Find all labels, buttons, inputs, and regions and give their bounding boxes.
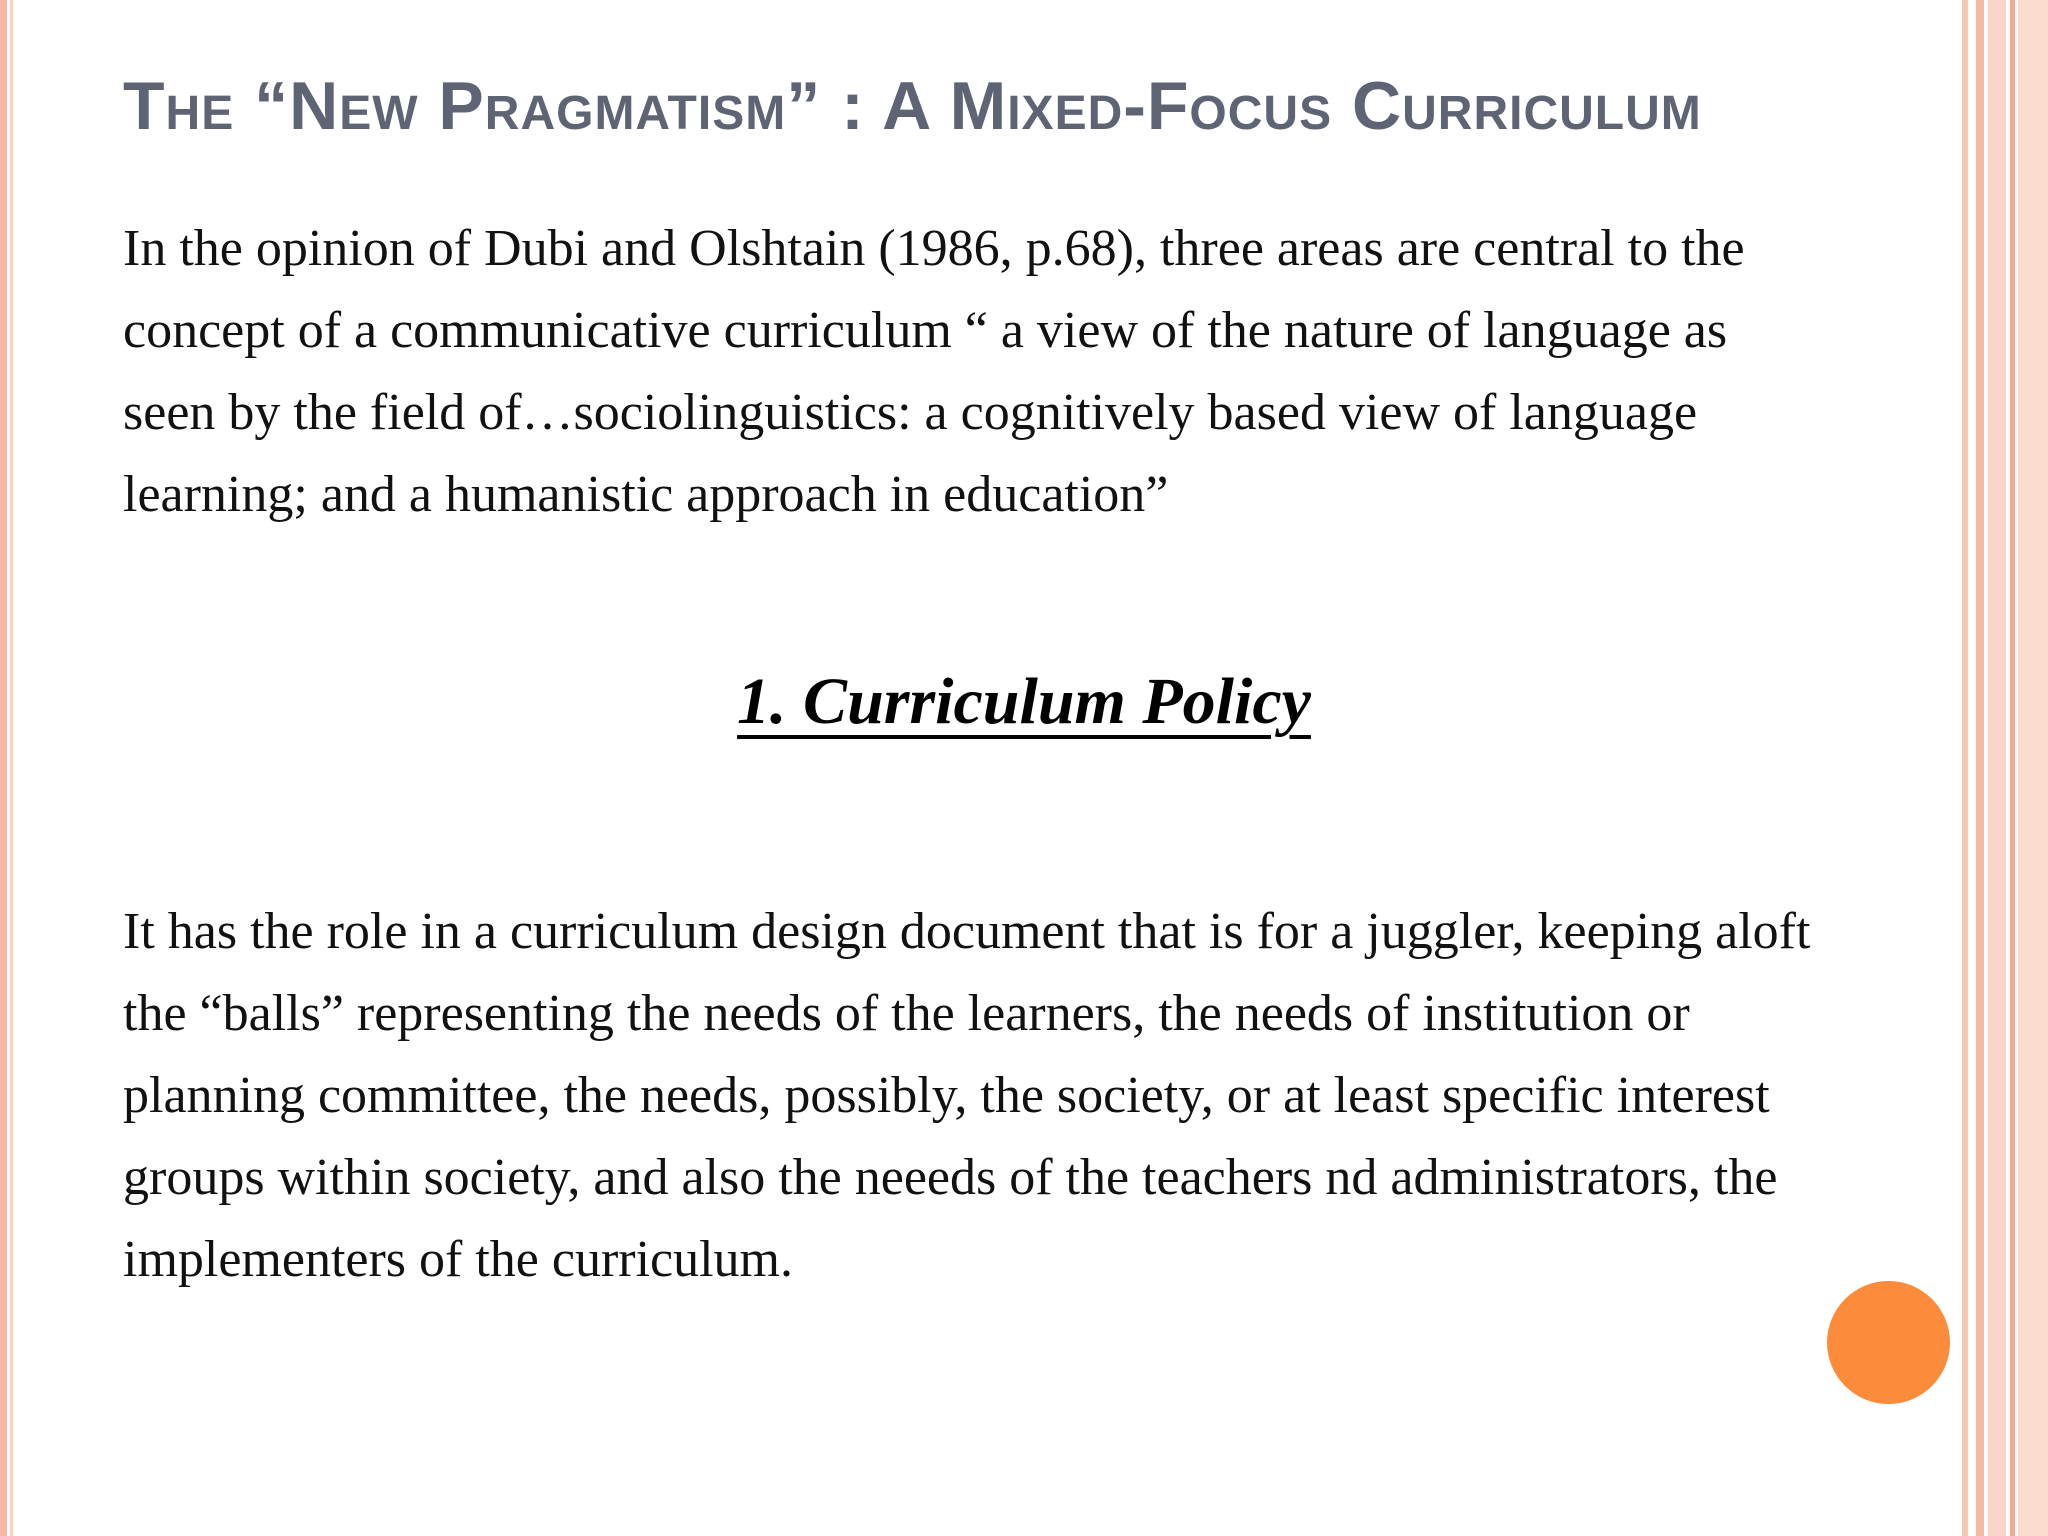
- slide-title: The “New Pragmatism” : A Mixed-Focus Curriculum: [123, 68, 1702, 144]
- paragraph-line: implementers of the curriculum.: [123, 1231, 794, 1288]
- paragraph-line: In the opinion of Dubi and Olshtain (1986, p.68), three areas are central to the: [123, 220, 1745, 277]
- section-heading: 1. Curriculum Policy: [737, 665, 1311, 738]
- left-border-stripe: [0, 0, 7, 1536]
- paragraph-line: planning committee, the needs, possibly, the society, or at least specific interest: [123, 1067, 1770, 1124]
- paragraph-line: concept of a communicative curriculum “ a view of the nature of language as: [123, 302, 1728, 359]
- intro-paragraph: [123, 208, 1745, 536]
- paragraph-line: groups within society, and also the neeeds of the teachers nd administrators, the: [123, 1149, 1778, 1206]
- policy-paragraph: [123, 891, 1810, 1301]
- right-border-stripe: [2010, 0, 2015, 1536]
- right-border-stripe: [1988, 0, 2006, 1536]
- left-border-stripe-thin: [10, 0, 13, 1536]
- paragraph-line: It has the role in a curriculum design document that is for a juggler, keeping aloft: [123, 903, 1811, 960]
- paragraph-line: seen by the field of…sociolinguistics: a cognitively based view of language: [123, 384, 1698, 441]
- orange-circle-decoration: [1827, 1281, 1950, 1404]
- right-border-stripe: [1962, 0, 1968, 1536]
- right-border-stripe: [2018, 0, 2048, 1536]
- right-border-stripe: [1976, 0, 1984, 1536]
- paragraph-line: learning; and a humanistic approach in education”: [123, 466, 1169, 523]
- paragraph-line: the “balls” representing the needs of the learners, the needs of institution or: [123, 985, 1690, 1042]
